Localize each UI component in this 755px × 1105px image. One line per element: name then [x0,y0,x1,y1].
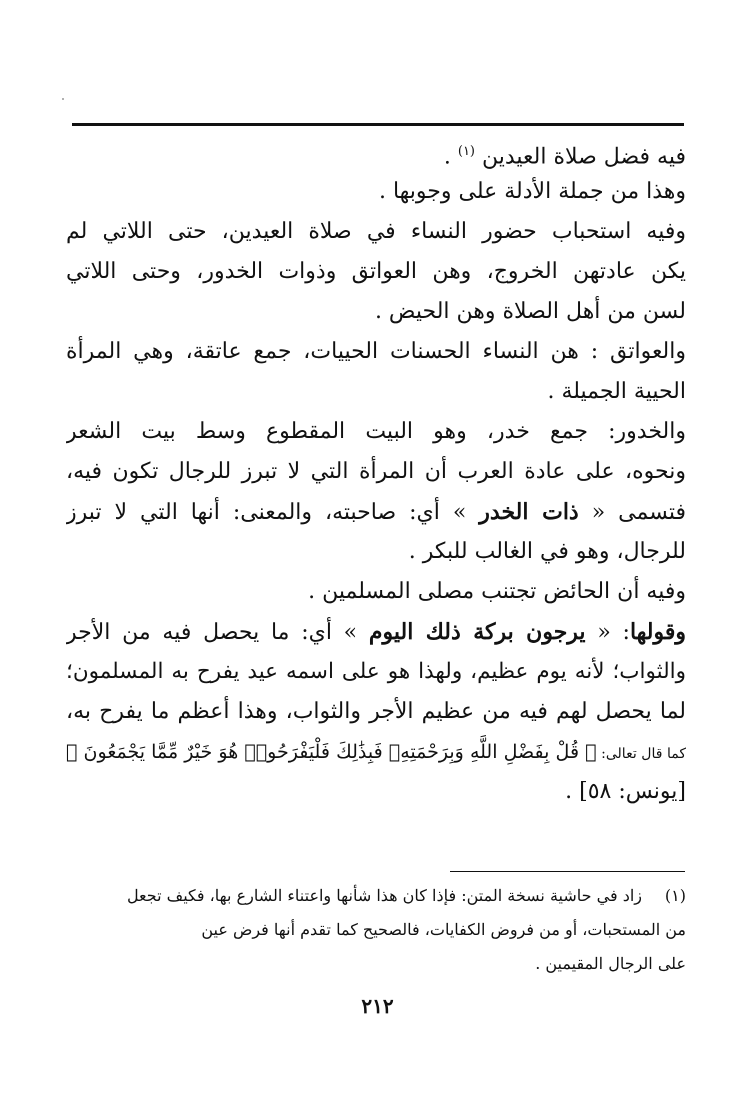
text-line: والخدور: جمع خدر، وهو البيت المقطوع وسط بيت الشعر [66,419,686,444]
text-line: يكن عادتهن الخروج، وهن العواتق وذوات الخدور، وحتى اللاتي [66,259,686,284]
footnote-line: على الرجال المقيمين . [535,954,686,973]
footnote-line: من المستحبات، أو من فروض الكفايات، فالصحيح كما تقدم أنها فرض عين [201,920,686,939]
bold-term: وقولها [629,619,686,645]
text-line: لما يحصل لهم فيه من عظيم الأجر والثواب، وهذا أعظم ما يفرح به، [66,699,686,724]
footnote-rule [450,871,685,872]
text-line: فتسمى « ذات الخدر » أي: صاحبته، والمعنى: أنها التي لا تبرز [66,499,686,525]
bold-quote: يرجون بركة ذلك اليوم [368,619,586,645]
text-line: لسن من أهل الصلاة وهن الحيض . [374,299,686,324]
page-number: ٢١٢ [361,994,394,1018]
text-line: وقولها: « يرجون بركة ذلك اليوم » أي: ما يحصل فيه من الأجر [66,619,686,645]
footnotes [66,879,686,981]
text-line: وفيه استحباب حضور النساء في صلاة العيدين، حتى اللاتي لم [66,219,686,244]
scan-dot [62,98,64,100]
footnote-number: (١) [664,886,686,905]
quran-verse: ﴿ قُلْ بِفَضْلِ اللَّهِ وَبِرَحْمَتِهِۦ فَبِذَٰلِكَ فَلْيَفْرَحُوا۟ هُوَ خَيْرٌ مِّمَّا يَجْمَعُونَ ﴾ [66,741,597,763]
footnote-reference[interactable]: (١) [457,144,475,159]
text-line: كما قال تعالى: ﴿ قُلْ بِفَضْلِ اللَّهِ وَبِرَحْمَتِهِۦ فَبِذَٰلِكَ فَلْيَفْرَحُوا۟ هُوَ خَيْرٌ مِّمَّا يَجْمَعُونَ ﴾ [66,741,686,763]
bold-term: ذات الخدر [479,499,579,525]
text-line: فيه فضل صلاة العيدين $^{(١)}$ . [443,144,686,170]
text-line: الحيية الجميلة . [547,379,686,404]
text-line: وهذا من جملة الأدلة على وجوبها . [378,179,686,204]
footnote-line: (١)زاد في حاشية نسخة المتن: فإذا كان هذا شأنها واعتناء الشارع بها، فكيف تجعل [66,879,686,913]
text-line: والعواتق : هن النساء الحسنات الحييات، جمع عاتقة، وهي المرأة [66,339,686,364]
text-line: [يونس: ٥٨] . [565,779,686,804]
text-line: وفيه أن الحائض تجتنب مصلى المسلمين . [308,579,686,604]
header-rule [72,123,684,126]
text-line: ونحوه، على عادة العرب أن المرأة التي لا تبرز للرجال تكون فيه، [66,459,686,484]
main-text [66,132,686,812]
text-line: والثواب؛ لأنه يوم عظيم، ولهذا هو على اسمه عيد يفرح به المسلمون؛ [66,659,686,684]
text-line: للرجال، وهو في الغالب للبكر . [408,539,686,564]
